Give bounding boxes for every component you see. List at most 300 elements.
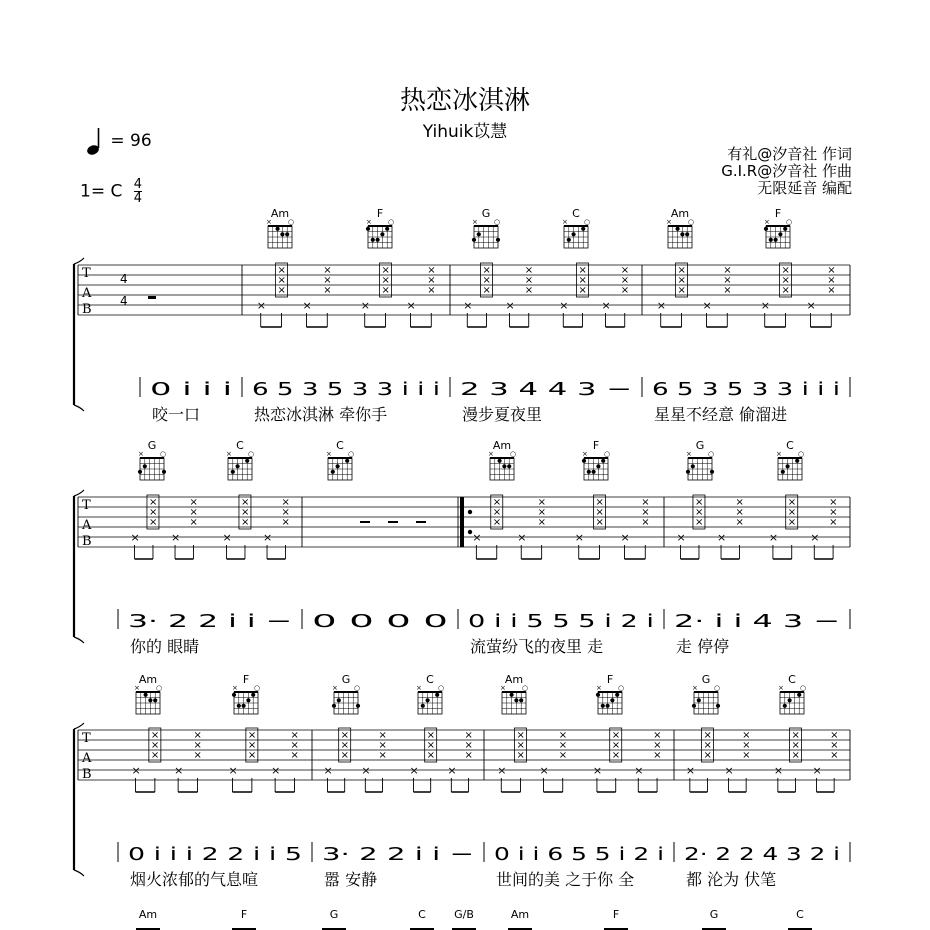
chord-name: F [606, 673, 614, 686]
string-mute: × [787, 517, 797, 528]
chord-dot [601, 459, 605, 463]
half-rest [148, 296, 156, 299]
beat [271, 764, 280, 792]
bass-note: × [601, 299, 611, 312]
jianpu-measure: 6 5 3 5 3 3 i i i [652, 379, 840, 400]
string-mute: × [381, 285, 390, 296]
chord-name: C [418, 908, 426, 921]
chord-dot [376, 238, 380, 242]
chord-name: G [329, 908, 339, 921]
string-mute: × [677, 275, 686, 286]
chord-diagram [226, 439, 254, 480]
repeat-bar [460, 497, 464, 547]
string-mute: × [723, 285, 732, 296]
chord-open-mark: × [562, 218, 568, 226]
chord-dot [435, 693, 439, 697]
chord-diagram [692, 673, 720, 714]
string-mute: × [290, 730, 299, 741]
chord-open-mark: ○ [604, 450, 611, 458]
beat [497, 764, 506, 792]
tab-time-sig: 4 [120, 272, 128, 286]
string-mute: × [827, 275, 836, 286]
beat [223, 531, 232, 559]
beat [323, 764, 332, 792]
chord-name: Am [670, 207, 690, 220]
string-mute: × [620, 285, 630, 296]
bass-note: × [806, 299, 816, 312]
chord-dot [774, 238, 778, 242]
beat [538, 497, 546, 559]
beat [147, 495, 159, 559]
chord-open-mark: ○ [348, 450, 355, 458]
string-mute: × [482, 275, 491, 286]
chord-open-mark: × [472, 218, 478, 226]
beat [676, 263, 688, 327]
chord-dot [246, 698, 250, 702]
chord-dot [716, 704, 720, 708]
string-mute: × [829, 507, 838, 518]
lyric-line: 走 停停 [676, 637, 730, 656]
chord-dot [251, 693, 255, 697]
string-mute: × [381, 265, 390, 276]
chord-open-mark: ○ [156, 684, 163, 692]
string-mute: × [694, 497, 704, 508]
jianpu-measure: 3· 2 2 i i − [322, 844, 474, 865]
chord-dot [783, 227, 787, 231]
chord-diagram [666, 207, 694, 248]
lyric-line: 世间的美 之于你 全 [496, 870, 635, 889]
beat [171, 531, 180, 559]
string-mute: × [578, 265, 587, 276]
chord-dot [697, 698, 701, 702]
chord-open-mark: × [686, 450, 692, 458]
beat [246, 728, 258, 792]
string-mute: × [240, 517, 250, 528]
chord-dot [502, 464, 506, 468]
bass-note: × [263, 531, 273, 544]
string-mute: × [558, 750, 568, 761]
chord-diagram [778, 673, 806, 714]
string-mute: × [193, 750, 202, 761]
chord-dot [581, 227, 585, 231]
beat [149, 728, 161, 792]
beat [774, 764, 783, 792]
beat [829, 497, 837, 559]
chord-dot [385, 227, 389, 231]
tab-letter: T [82, 731, 91, 746]
string-mute: × [340, 750, 350, 761]
jianpu-measure: 0 i i i [150, 379, 232, 400]
bass-note: × [323, 764, 333, 777]
chord-open-mark: ○ [800, 684, 807, 692]
bracket-hook [74, 490, 84, 496]
string-mute: × [723, 275, 732, 286]
chord-name: Am [138, 908, 158, 921]
beat [409, 764, 418, 792]
beat [525, 265, 533, 327]
bass-note: × [222, 531, 232, 544]
string-mute: × [694, 517, 704, 528]
string-mute: × [791, 740, 800, 751]
chord-name: Am [270, 207, 290, 220]
tab-letter: A [82, 518, 92, 533]
jianpu-measure: 6 5 3 5 3 3 i i i [252, 379, 440, 400]
bass-note: × [360, 299, 370, 312]
chord-dot [138, 470, 142, 474]
beat [463, 299, 472, 327]
bass-note: × [724, 764, 734, 777]
jianpu-measure: 2· 2 2 4 3 2 i [684, 844, 840, 865]
bass-note: × [472, 531, 482, 544]
chord-open-mark: × [332, 684, 338, 692]
credit-arranger: 无限延音 编配 [757, 179, 852, 197]
string-mute: × [340, 740, 350, 751]
beat [786, 495, 798, 559]
string-mute: × [148, 517, 158, 528]
string-mute: × [482, 265, 491, 276]
lyric-line: 烟火浓郁的气息喧 [130, 870, 259, 889]
chord-dot [680, 232, 684, 236]
beat [717, 531, 726, 559]
beat [379, 730, 387, 792]
string-mute: × [611, 750, 621, 761]
chord-dot [507, 464, 511, 468]
bass-note: × [559, 299, 569, 312]
bass-note: × [717, 531, 727, 544]
lyric-line: 星星不经意 偷溜进 [654, 405, 788, 424]
chord-diagram [416, 673, 444, 714]
chord-dot [356, 704, 360, 708]
chord-dot [162, 470, 166, 474]
string-mute: × [703, 730, 712, 741]
chord-diagram [134, 673, 162, 714]
string-mute: × [827, 285, 836, 296]
bass-note: × [768, 531, 779, 544]
beat [194, 730, 202, 792]
chord-name: C [572, 207, 580, 220]
chord-dot [676, 227, 680, 231]
string-mute: × [537, 517, 547, 528]
chord-name: F [376, 207, 384, 220]
string-mute: × [558, 730, 568, 741]
string-mute: × [247, 730, 257, 741]
string-mute: × [829, 497, 838, 508]
chord-dot [606, 704, 610, 708]
beat [472, 531, 481, 559]
beat [653, 730, 661, 792]
chord-open-mark: ○ [494, 218, 501, 226]
string-mute: × [641, 497, 650, 508]
chord-dot [592, 470, 596, 474]
beat [735, 497, 743, 559]
beat [131, 531, 140, 559]
chord-dot [332, 704, 336, 708]
chord-name: Am [504, 673, 524, 686]
string-mute: × [558, 740, 568, 751]
string-mute: × [791, 750, 800, 761]
beat [465, 730, 473, 792]
string-mute: × [378, 740, 387, 751]
string-mute: × [537, 497, 547, 508]
chord-dot [237, 704, 241, 708]
beat [610, 728, 622, 792]
jianpu-measure: 0 i i 5 5 5 i 2 i [468, 611, 654, 632]
chord-diagram [686, 439, 714, 480]
chord-open-mark: ○ [388, 218, 395, 226]
chord-open-mark: ○ [438, 684, 445, 692]
jianpu-measure: 3· 2 2 i i − [128, 611, 292, 632]
string-mute: × [290, 750, 299, 761]
chord-diagram [562, 207, 590, 248]
chord-open-mark: × [764, 218, 770, 226]
beat [291, 730, 299, 792]
string-mute: × [281, 517, 290, 528]
credit-lyricist: 有礼@汐音社 作词 [727, 145, 852, 163]
tab-letter: A [82, 751, 92, 766]
chord-dot [148, 698, 152, 702]
beat [257, 299, 266, 327]
beat [594, 495, 606, 559]
jianpu-measure: 2· i i 4 3 − [674, 611, 840, 632]
chord-open-mark: × [778, 684, 784, 692]
beat [189, 497, 197, 559]
chord-dot [686, 470, 690, 474]
beat [657, 299, 666, 327]
chord-name: C [426, 673, 434, 686]
chord-dot [242, 704, 246, 708]
string-mute: × [150, 730, 160, 741]
bass-note: × [463, 299, 473, 312]
string-mute: × [781, 265, 790, 276]
beat [361, 764, 370, 792]
bass-note: × [810, 531, 820, 544]
chord-name: G [701, 673, 711, 686]
chord-dot [510, 693, 514, 697]
chord-dot [596, 693, 600, 697]
string-mute: × [189, 517, 198, 528]
lyric-line: 漫步夏夜里 [462, 405, 543, 424]
chord-dot [477, 232, 481, 236]
chord-open-mark: × [366, 218, 372, 226]
bass-note: × [812, 764, 822, 777]
chord-name: Am [510, 908, 530, 921]
string-mute: × [464, 730, 473, 741]
chord-open-mark: ○ [786, 218, 793, 226]
beat [634, 764, 643, 792]
string-mute: × [827, 265, 836, 276]
chord-dot [153, 698, 157, 702]
bass-note: × [517, 531, 527, 544]
string-mute: × [787, 497, 797, 508]
string-mute: × [482, 285, 491, 296]
chord-dot [336, 464, 340, 468]
beat [302, 299, 311, 327]
chord-dot [276, 227, 280, 231]
chord-open-mark: ○ [584, 218, 591, 226]
string-mute: × [492, 507, 502, 518]
string-mute: × [492, 497, 502, 508]
chord-dot [345, 459, 349, 463]
chord-open-mark: × [138, 450, 144, 458]
string-mute: × [323, 275, 332, 286]
string-mute: × [694, 507, 704, 518]
chord-name: C [336, 439, 344, 452]
beat [593, 764, 602, 792]
bass-note: × [361, 764, 371, 777]
chord-open-mark: ○ [160, 450, 167, 458]
tab-letter: B [82, 302, 92, 317]
bass-note: × [676, 531, 686, 544]
chord-dot [691, 464, 695, 468]
chord-open-mark: × [692, 684, 698, 692]
beat [641, 497, 649, 559]
chord-open-mark: ○ [522, 684, 529, 692]
bass-note: × [497, 764, 507, 777]
string-mute: × [323, 265, 332, 276]
chord-name: C [786, 439, 794, 452]
chord-dot [795, 459, 799, 463]
lyric-line: 热恋冰淇淋 牵你手 [254, 405, 388, 424]
bass-note: × [130, 531, 140, 544]
chord-diagram [332, 673, 360, 714]
chord-dot [783, 704, 787, 708]
chord-dot [601, 704, 605, 708]
string-mute: × [524, 285, 534, 296]
chord-diagram [500, 673, 528, 714]
beat [540, 764, 549, 792]
chord-name: F [612, 908, 620, 921]
time-signature-top: 4 [133, 177, 143, 192]
chord-dot [285, 232, 289, 236]
string-mute: × [240, 497, 250, 508]
string-mute: × [340, 730, 350, 741]
chord-diagram [488, 439, 516, 480]
chord-dot [788, 698, 792, 702]
chord-name: F [242, 673, 250, 686]
bass-note: × [505, 299, 515, 312]
string-mute: × [829, 517, 838, 528]
jianpu-measure: 2 3 4 4 3 − [460, 379, 632, 400]
bass-note: × [406, 299, 416, 312]
chord-dot [143, 464, 147, 468]
chord-dot [366, 227, 370, 231]
chord-name: C [796, 908, 804, 921]
chord-name: G [709, 908, 719, 921]
string-mute: × [516, 730, 525, 741]
artist-name: Yihuik苡慧 [422, 122, 508, 142]
string-mute: × [791, 730, 800, 741]
chord-dot [519, 698, 523, 702]
beat [677, 531, 686, 559]
string-mute: × [427, 285, 436, 296]
beat [228, 764, 237, 792]
string-mute: × [277, 265, 286, 276]
string-mute: × [381, 275, 390, 286]
string-mute: × [524, 275, 534, 286]
chord-name: F [774, 207, 782, 220]
beat [723, 265, 731, 327]
bass-note: × [574, 531, 584, 544]
chord-open-mark: ○ [618, 684, 625, 692]
repeat-dot [468, 530, 472, 534]
beat [323, 265, 331, 327]
tab-letter: T [82, 498, 91, 513]
string-mute: × [641, 507, 650, 518]
chord-open-mark: × [134, 684, 140, 692]
bass-note: × [620, 531, 630, 544]
string-mute: × [595, 497, 604, 508]
beat [480, 263, 492, 327]
string-mute: × [516, 740, 525, 751]
bass-note: × [228, 764, 238, 777]
chord-dot [710, 470, 714, 474]
chord-diagram [764, 207, 792, 248]
string-mute: × [516, 750, 525, 761]
string-mute: × [830, 750, 839, 761]
beat [281, 497, 289, 559]
beat [761, 299, 770, 327]
chord-open-mark: × [488, 450, 494, 458]
beat [447, 764, 456, 792]
string-mute: × [148, 497, 158, 508]
string-mute: × [537, 507, 547, 518]
string-mute: × [193, 730, 202, 741]
beat [276, 263, 288, 327]
string-mute: × [427, 265, 436, 276]
chord-open-mark: ○ [798, 450, 805, 458]
string-mute: × [492, 517, 502, 528]
chord-dot [769, 238, 773, 242]
string-mute: × [620, 265, 630, 276]
chord-diagram [596, 673, 624, 714]
chord-open-mark: × [666, 218, 672, 226]
chord-open-mark: ○ [688, 218, 695, 226]
chord-diagram [326, 439, 354, 480]
chord-dot [692, 704, 696, 708]
chord-name: G [695, 439, 705, 452]
beat [806, 299, 815, 327]
chord-dot [764, 227, 768, 231]
string-mute: × [148, 507, 158, 518]
chord-dot [797, 693, 801, 697]
chord-dot [426, 698, 430, 702]
tempo-value: = 96 [110, 131, 152, 151]
string-mute: × [426, 730, 436, 741]
string-mute: × [653, 750, 662, 761]
beat [425, 728, 437, 792]
jianpu-measure: 0 i i i 2 2 i i 5 [128, 844, 302, 865]
string-mute: × [281, 497, 290, 508]
string-mute: × [290, 740, 299, 751]
chord-dot [496, 238, 500, 242]
string-mute: × [323, 285, 332, 296]
chord-dot [232, 693, 236, 697]
beat [361, 299, 370, 327]
chord-dot [337, 698, 341, 702]
chord-dot [371, 238, 375, 242]
chord-diagram [472, 207, 500, 248]
beat [406, 299, 415, 327]
chord-diagram [582, 439, 610, 480]
bass-note: × [656, 299, 666, 312]
chord-name: Am [492, 439, 512, 452]
string-mute: × [742, 750, 751, 761]
beat [514, 728, 526, 792]
chord-name: G [341, 673, 351, 686]
chord-name: G [481, 207, 491, 220]
string-mute: × [247, 740, 257, 751]
bass-note: × [302, 299, 312, 312]
